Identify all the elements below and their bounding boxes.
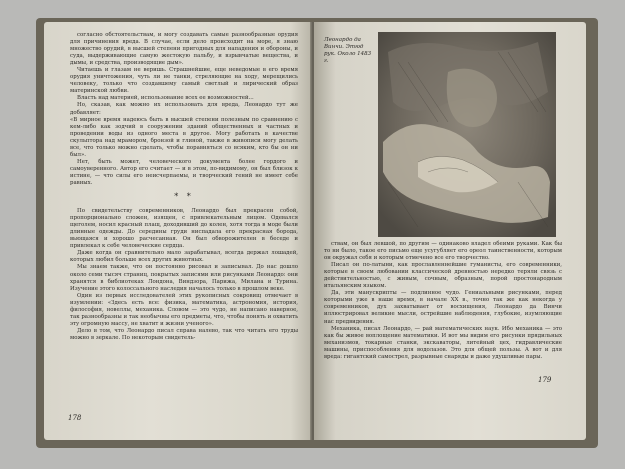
paragraph: согласно обстоятельствам, и могу создавать самые разнообразные орудия для причинения вреда. В случае, если дело происходит на море, я знаю множество орудий, в высшей степени пригодных для нападения и обороны, и суда, выдерживающие самую жестокую пальбу, и взрывчатые вещества, и дымы, и средства, производящие дым». [70, 32, 298, 67]
paragraph: Один из первых исследователей этих рукописных сокровищ отмечает в изумлении: «Здесь есть все: физика, математика, астрономия, история, философия, новеллы, механика. Словом — это чудо, не написано наверное, так разнообразны и так необычны его предметы, что, чтобы понять и охватить эту огромную массу, не хватит и жизни ученого». [70, 292, 298, 327]
left-text-column [70, 32, 298, 342]
right-text-column [324, 241, 562, 361]
paragraph: Дело в том, что Леонардо писал справа налево, так что читать его труды можно в зеркале. По некоторым свидетель- [70, 327, 298, 341]
section-divider: * * [174, 192, 194, 202]
paragraph: ствам, он был левшой, по другим — одинаково владел обеими руками. Как бы то ни было, такое его письмо еще усугубляет его ореол таинственности, которым он окружал себя и которым отмечено все его творчество. [324, 241, 562, 262]
paragraph: Но, сказав, как можно их использовать для вреда, Леонардо тут же добавляет: [70, 102, 298, 116]
paragraph: Власть над материей, использование всех ее возможностей... [77, 95, 254, 102]
paragraph: По свидетельству современников, Леонардо был прекрасен собой, пропорционально сложен, изящен, с привлекательным лицом. Одевался щеголем, носил красный плащ, доходивший до колен, хотя тогда в моде были длинные одежды. До середины груди ниспадала его прекрасная борода, вьющаяся и хорошо расчесанная. Он был обворожителен в беседе и привлекал к себе человеческие сердца. [70, 208, 298, 250]
paragraph: Нет, быть может, человеческого документа более гордого и самоуверенного. Автор его считает — и в этом, по-видимому, он был близок к истине, — что силы его неисчерпаемы, и творческий гений не имеет себе равных. [70, 158, 298, 186]
hands-sketch-illustration [378, 32, 556, 237]
illustration-caption: Леонардо да Винчи. Этюд рук. Около 1483 г. [324, 37, 372, 64]
paragraph: Даже когда он сравнительно мало зарабатывал, всегда держал лошадей, которых любил больше всех других животных. [70, 250, 298, 264]
paragraph: Да, эти манускрипты — подлинное чудо. Гениальными рисунками, перед которыми уже в наше время, в начале XX в., точно так же как некогда у современников, дух захватывает от восхищения, Леонардо да Винчи иллюстрировал великие мысли, острейшие наблюдения, глубокие, изумляющие нас предвидения. [324, 290, 562, 325]
paragraph: Мы знаем также, что он постоянно рисовал и записывал. До нас дошло около семи тысяч страниц, покрытых записями или рисунками Леонардо: они хранятся в библиотеках Лондона, Виндзора, Парижа, Милана и Турина. Изучение этого колоссального наследия началось только в прошлом веке. [70, 264, 298, 292]
left-page-number: 178 [68, 414, 82, 422]
left-page [44, 22, 312, 440]
paragraph: Писал он по-латыни, как прославленнейшие гуманисты, его современники, которые в своем любовании классической древностью нередко теряли связь с действительностью, с живым, сочным, образным, порой простонародным итальянским языком. [324, 262, 562, 290]
right-page-number: 179 [538, 376, 552, 384]
paragraph: Механика, писал Леонардо, — рай математических наук. Ибо механика — это как бы живое воплощение математики. И вот мы видим его рисунки прядильных механизмов, токарные станки, экскаваторы, литейный цех, гидравлические машины, приспособления для водолазов. Это для общей пользы. А вот и для вреда: гигантский самострел, разрывные снаряды и даже удушливые пары. [324, 325, 562, 360]
paragraph: Читаешь и глазам не веришь. Страшнейшие, еще неведомые в его время орудия уничтожения, чуть ли не танки, стреляющие на ходу, мерещились человеку, только что создавшему самый светлый и лирический образ материнской любви. [70, 67, 298, 95]
quote-paragraph: «В мирное время надеюсь быть в высшей степени полезным по сравнению с кем-либо как зодчий в сооружении зданий общественных и частных и проведении воды из одного места в другое. Могу работать в качестве скульптора над мрамором, бронзой и глиной, также в живописи могу делать все, что только можно сделать, чтобы поравняться со всяким, кто бы он ни был». [70, 116, 298, 158]
